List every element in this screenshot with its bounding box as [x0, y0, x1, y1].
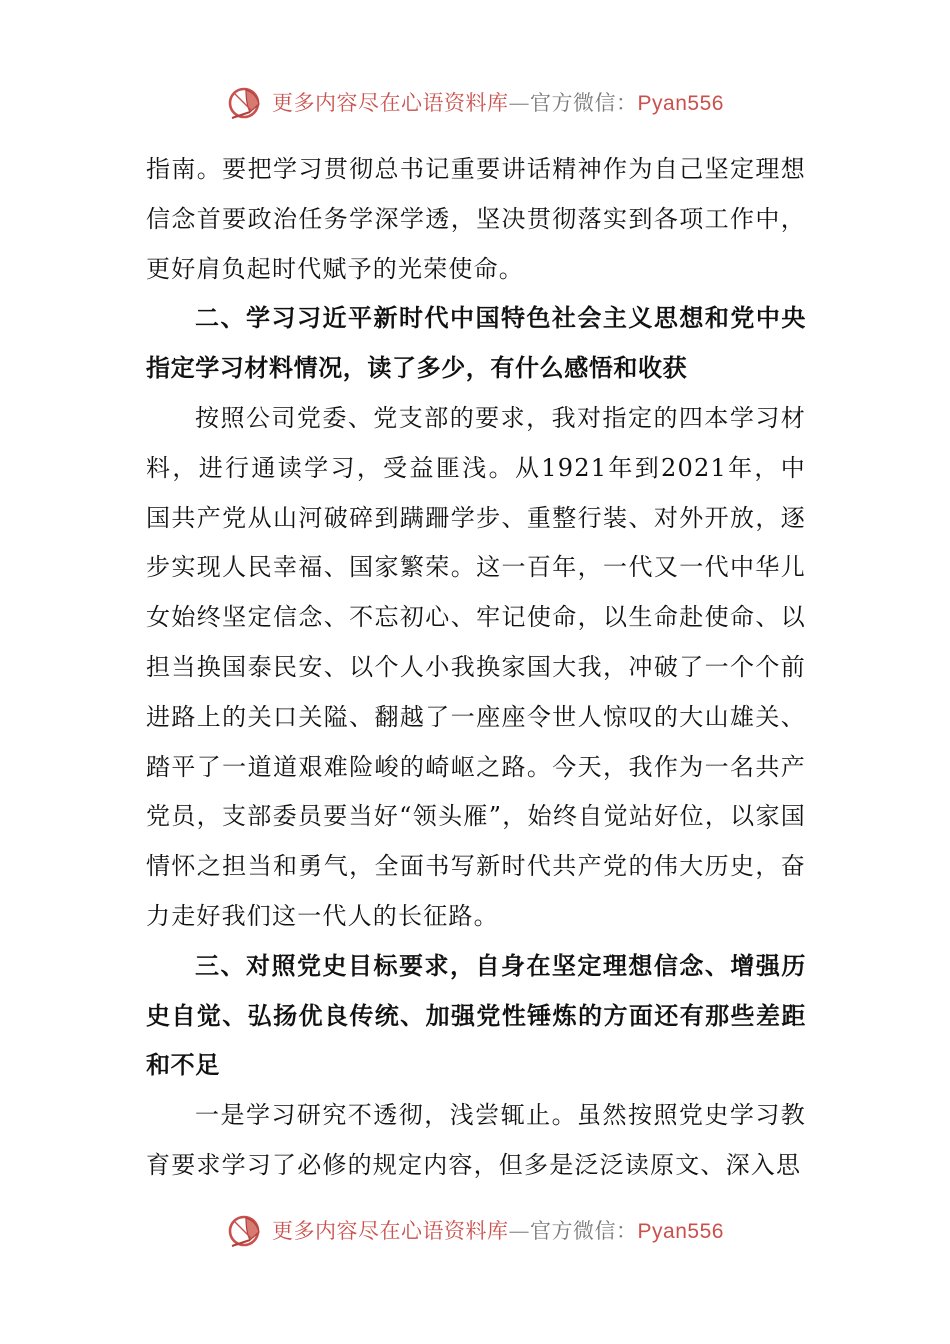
watermark-text: [272, 1215, 724, 1245]
paragraph-body: 指南。要把学习贯彻总书记重要讲话精神作为自己坚定理想信念首要政治任务学深学透，坚决贯彻落实到各项工作中，更好肩负起时代赋予的光荣使命。: [146, 155, 806, 283]
paragraph-body: 一是学习研究不透彻，浅尝辄止。虽然按照党史学习教育要求学习了必修的规定内容，但多是泛泛读原文、深入思: [146, 1101, 806, 1179]
watermark-wechat-id: Pyan556: [637, 1220, 724, 1243]
watermark-wechat-id: Pyan556: [637, 92, 724, 115]
paragraph-body: 按照公司党委、党支部的要求，我对指定的四本学习材料，进行通读学习，受益匪浅。从1921年到2021年，中国共产党从山河破碎到蹒跚学步、重整行装、对外开放，逐步实现人民幸福、国家繁荣。这一百年，一代又一代中华儿女始终坚定信念、不忘初心、牢记使命，以生命赴使命、以担当换国泰民安、以个人小我换家国大我，冲破了一个个前进路上的关口关隘、翻越了一座座令世人惊叹的大山雄关、踏平了一道道艰难险峻的崎岖之路。今天，我作为一名共产党员，支部委员要当好“领头雁”，始终自觉站好位，以家国情怀之担当和勇气，全面书写新时代共产党的伟大历史，奋力走好我们这一代人的长征路。: [146, 403, 806, 930]
watermark-separator: —: [508, 1219, 531, 1243]
watermark-text: [272, 87, 724, 117]
quill-pen-logo-icon: [226, 1210, 266, 1250]
watermark-wechat-label: 官方微信：: [530, 1219, 638, 1243]
watermark-brand: 更多内容尽在心语资料库: [272, 1219, 509, 1243]
section-heading: 三、对照党史目标要求，自身在坚定理想信念、增强历史自觉、弘扬优良传统、加强党性锤炼的方面还有那些差距和不足: [146, 951, 806, 1080]
document-body: [146, 145, 806, 1191]
section-heading: 二、学习习近平新时代中国特色社会主义思想和党中央指定学习材料情况，读了多少，有什么感悟和收获: [146, 304, 806, 383]
watermark-wechat-label: 官方微信：: [530, 91, 638, 115]
footer-watermark: [0, 1208, 950, 1252]
quill-pen-logo-icon: [226, 82, 266, 122]
watermark-brand: 更多内容尽在心语资料库: [272, 91, 509, 115]
watermark-separator: —: [508, 91, 531, 115]
header-watermark: [0, 80, 950, 124]
